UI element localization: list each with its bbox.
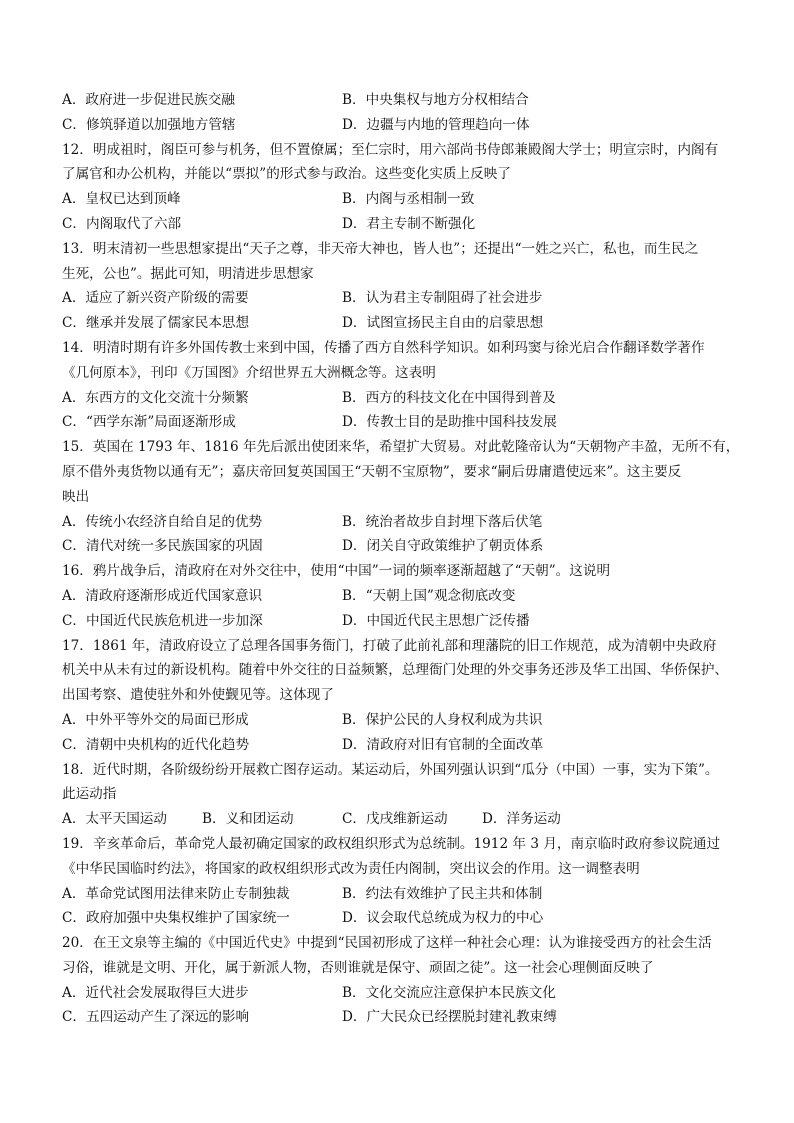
q17-option-c[interactable]: C．清朝中央机构的近代化趋势 [62, 736, 250, 753]
q13-option-a[interactable]: A．适应了新兴资产阶级的需要 [62, 290, 249, 307]
q16-option-c[interactable]: C．中国近代民族危机进一步加深 [62, 612, 263, 629]
q13-options-row-2 [62, 311, 738, 336]
q18-option-b[interactable]: B．义和团运动 [202, 811, 294, 828]
q15-option-d[interactable]: D．闭关自守政策维护了朝贡体系 [342, 538, 544, 555]
q15-stem-line-1: 15．英国在 1793 年、1816 年先后派出使团来华，希望扩大贸易。对此乾隆帝认为“天朝物产丰盈，无所不有， [62, 439, 740, 456]
exam-page [62, 88, 738, 1030]
q19-options-row-2 [62, 906, 738, 931]
q11-options-row-1 [62, 88, 738, 113]
q20-option-b[interactable]: B．文化交流应注意保护本民族文化 [342, 984, 556, 1001]
q14-stem-line-2: 《几何原本》，刊印《万国图》介绍世界五大洲概念等。这表明 [62, 364, 436, 381]
q14-option-d[interactable]: D．传教士目的是助推中国科技发展 [342, 414, 557, 431]
q20-option-d[interactable]: D．广大民众已经摆脱封建礼教束缚 [342, 1009, 557, 1026]
q11-options-row-2 [62, 113, 738, 138]
q12-option-c[interactable]: C．内阁取代了六部 [62, 215, 182, 232]
q15-options-row-2 [62, 534, 738, 559]
q20-stem-line-2: 习俗，谁就是文明、开化，属于新派人物，否则谁就是保守、顽固之徒”。这一社会心理侧面反映了 [62, 959, 654, 976]
q14-option-c[interactable]: C．“西学东渐”局面逐渐形成 [62, 414, 236, 431]
q17-option-b[interactable]: B．保护公民的人身权利成为共识 [342, 711, 543, 728]
q19-option-c[interactable]: C．政府加强中央集权维护了国家统一 [62, 910, 290, 927]
q20-option-c[interactable]: C．五四运动产生了深远的影响 [62, 1009, 250, 1026]
q18-stem-line-1: 18．近代时期，各阶级纷纷开展救亡图存运动。某运动后，外国列强认识到“瓜分（中国）一事，实为下策”。 [62, 761, 719, 778]
q17-option-d[interactable]: D．清政府对旧有官制的全面改革 [342, 736, 544, 753]
q17-options-row-2 [62, 733, 738, 758]
q18-option-a[interactable]: A．太平天国运动 [62, 811, 167, 828]
q13-option-b[interactable]: B．认为君主专制阻碍了社会进步 [342, 290, 543, 307]
q19-stem-line-2: 《中华民国临时约法》，将国家的政权组织形式改为责任内阁制，突出议会的作用。这一调整表明 [62, 860, 640, 877]
q16-option-d[interactable]: D．中国近代民主思想广泛传播 [342, 612, 530, 629]
q17-option-a[interactable]: A．中外平等外交的局面已形成 [62, 711, 249, 728]
q15-option-b[interactable]: B．统治者故步自封埋下落后伏笔 [342, 513, 543, 530]
q13-option-d[interactable]: D．试图宣扬民主自由的启蒙思想 [342, 315, 544, 332]
q12-option-b[interactable]: B．内阁与丞相制一致 [342, 191, 475, 208]
q12-stem-line-2: 了属官和办公机构，并能以“票拟”的形式参与政治。这些变化实质上反映了 [62, 166, 511, 183]
q13-stem-line-2: 生死，公也”。据此可知，明清进步思想家 [62, 265, 314, 282]
q17-stem-line-2: 机关中从未有过的新设机构。随着中外交往的日益频繁，总理衙门处理的外交事务还涉及华工出国、华侨保护、 [62, 662, 729, 679]
q18-option-c[interactable]: C．戊戌维新运动 [342, 811, 448, 828]
q11-option-a[interactable]: A．政府进一步促进民族交融 [62, 92, 235, 108]
q19-stem-line-1: 19．辛亥革命后，革命党人最初确定国家的政权组织形式为总统制。1912 年 3 月，南京临时政府参议院通过 [62, 835, 721, 852]
q19-options-row-1 [62, 882, 738, 907]
q16-options-row-1 [62, 584, 738, 609]
q14-option-a[interactable]: A．东西方的文化交流十分频繁 [62, 389, 249, 406]
q20-options-row-1 [62, 981, 738, 1006]
q13-option-c[interactable]: C．继承并发展了儒家民本思想 [62, 315, 250, 332]
q19-option-d[interactable]: D．议会取代总统成为权力的中心 [342, 910, 544, 927]
q14-options-row-1 [62, 386, 738, 411]
q14-stem-line-1: 14．明清时期有许多外国传教士来到中国，传播了西方自然科学知识。如利玛窦与徐光启合作翻译数学著作 [62, 339, 705, 356]
q13-stem-line-1: 13．明末清初一些思想家提出“天子之尊，非天帝大神也，皆人也”；还提出“一姓之兴亡，私也，而生民之 [62, 240, 699, 257]
q18-options-row [62, 807, 738, 832]
q14-option-b[interactable]: B．西方的科技文化在中国得到普及 [342, 389, 556, 406]
q15-option-a[interactable]: A．传统小农经济自给自足的优势 [62, 513, 263, 530]
q17-stem-line-3: 出国考察、遣使驻外和外使觐见等。这体现了 [62, 687, 334, 704]
q12-stem-line-1: 12．明成祖时，阁臣可参与机务，但不置僚属；至仁宗时，用六部尚书侍郎兼殿阁大学士；明宣宗时，内阁有 [62, 141, 719, 158]
q18-stem-line-2: 此运动指 [62, 786, 117, 803]
q11-option-c[interactable]: C．修筑驿道以加强地方管辖 [62, 116, 236, 133]
q17-stem-line-1: 17．1861 年，清政府设立了总理各国事务衙门，打破了此前礼部和理藩院的旧工作规范，成为清朝中央政府 [62, 637, 717, 654]
q20-option-a[interactable]: A．近代社会发展取得巨大进步 [62, 984, 249, 1001]
q16-stem-line-1: 16．鸦片战争后，清政府在对外交往中，使用“中国”一词的频率逐渐超越了“天朝”。这说明 [62, 563, 611, 580]
q15-stem-line-3: 映出 [62, 488, 90, 505]
q15-option-c[interactable]: C．清代对统一多民族国家的巩固 [62, 538, 263, 555]
q12-option-d[interactable]: D．君主专制不断强化 [342, 215, 476, 232]
q17-options-row-1 [62, 708, 738, 733]
q19-option-a[interactable]: A．革命党试图用法律来防止专制独裁 [62, 885, 290, 902]
q16-options-row-2 [62, 609, 738, 634]
q16-option-a[interactable]: A．清政府逐渐形成近代国家意识 [62, 587, 263, 604]
q20-options-row-2 [62, 1005, 738, 1030]
q18-option-d[interactable]: D．洋务运动 [482, 811, 561, 828]
q14-options-row-2 [62, 410, 738, 435]
q12-option-a[interactable]: A．皇权已达到顶峰 [62, 191, 181, 208]
q16-option-b[interactable]: B．“天朝上国”观念彻底改变 [342, 587, 516, 604]
q12-options-row-1 [62, 187, 738, 212]
q19-option-b[interactable]: B．约法有效维护了民主共和体制 [342, 885, 543, 902]
q15-stem-line-2: 原不借外夷货物以通有无”；嘉庆帝回复英国国王“天朝不宝原物”，要求“嗣后毋庸遣使远来”。这主要反 [62, 463, 682, 480]
q11-option-d[interactable]: D．边疆与内地的管理趋向一体 [342, 116, 530, 133]
q12-options-row-2 [62, 212, 738, 237]
q13-options-row-1 [62, 286, 738, 311]
q11-option-b[interactable]: B．中央集权与地方分权相结合 [342, 92, 529, 108]
q20-stem-line-1: 20．在王文泉等主编的《中国近代史》中提到“民国初形成了这样一种社会心理：认为谁接受西方的社会生活 [62, 935, 712, 952]
q15-options-row-1 [62, 510, 738, 535]
